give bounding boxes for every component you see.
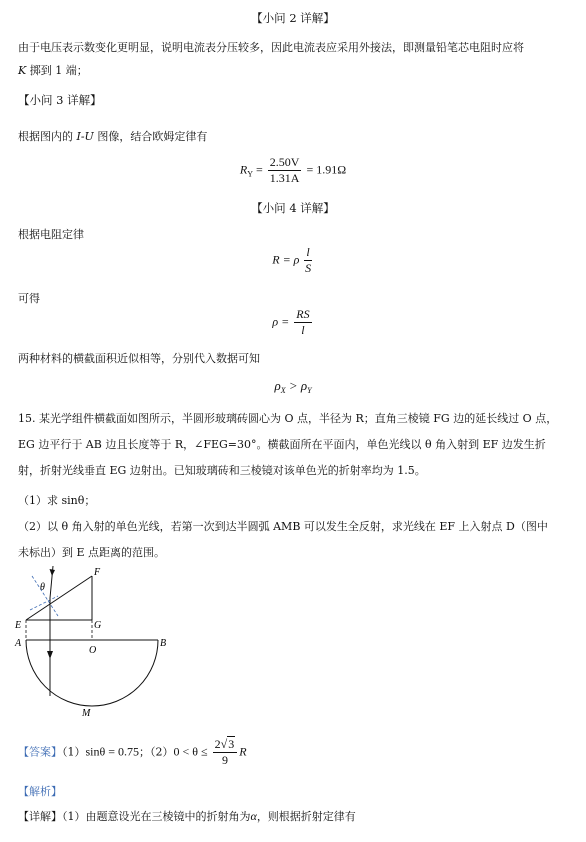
q4-line1: 根据电阻定律 [18,228,84,241]
answer-line: 【答案】（1）sinθ = 0.75；（2）0 < θ ≤ $\frac{2√3}{9}$ R [18,737,247,767]
formula-compare: $\rho_X > \rho_Y$ [274,378,312,395]
switch-k: K [18,64,27,77]
label-e: E [15,620,22,631]
ray-arrow-top-icon [50,569,56,576]
p15-line3: 射，折射光线垂直 EG 边射出。已知玻璃砖和三棱镜对该单色光的折射率均为 1.5。 [18,464,426,477]
q3-header: 【小问 3 详解】 [18,93,102,107]
q4-header: 【小问 4 详解】 [251,201,335,215]
ray-arrow-icon [47,651,53,659]
kede-text: 可得 [18,292,40,305]
q2-line2 [18,62,88,78]
p15-line2: EG 边平行于 AB 边且长度等于 R，∠FEG=30°。横截面所在平面内，单色光线以 θ 角入射到 EF 边发生折 [18,438,546,451]
p15-sub2-line2: 未标出）到 E 点距离的范围。 [18,546,166,559]
p15-line1: 15. 某光学组件横截面如图所示，半圆形玻璃砖圆心为 O 点，半径为 R；直角三棱镜 FG 边的延长线过 O 点， [18,412,558,425]
fraction-rho: $\frac{RS}{l}$ [296,307,310,337]
q2-header: 【小问 2 详解】 [251,11,335,25]
optics-figure [0,562,200,722]
label-g: G [94,620,102,631]
formula-rho: ρ = $\frac{RS}{l}$ [272,307,310,337]
q2-line1: 由于电压表示数变化更明显，说明电流表分压较多，因此电流表应采用外接法，即测量铅笔芯电阻时应将 [18,41,524,54]
q2-line2-rest: 掷到 1 端； [26,64,88,77]
label-o: O [89,645,97,656]
answer-part1: sinθ = 0.75 [85,744,140,759]
analysis-tag: 【解析】 [18,785,62,798]
q3-line1: 根据图内的 I-U 图像，结合欧姆定律有 [18,130,208,143]
label-m: M [82,708,91,719]
label-theta: θ [40,582,45,593]
answer-part2-pre: 0 < θ ≤ [173,744,211,759]
label-b: B [160,638,167,649]
formula-ry: $R_Y$ = $\frac{2.50V}{1.31A}$ = 1.91Ω [239,155,347,185]
p15-sub1: （1）求 sinθ； [18,494,96,507]
answer-fraction: $\frac{2√3}{9}$ [213,738,238,767]
p15-sub2-line1: （2）以 θ 角入射的单色光线，若第一次到达半圆弧 AMB 可以发生全反射，求光线在 EF 上入射点 D（图中 [18,520,548,533]
q4-line3: 两种材料的横截面积近似相等，分别代入数据可知 [18,352,260,365]
formula-r: R = ρ $\frac{l}{S}$ [272,245,312,275]
answer-tag: 【答案】 [18,745,62,759]
label-f: F [94,567,101,578]
iu-label: I-U [76,130,94,143]
fraction-r: $\frac{l}{S}$ [305,245,312,275]
label-a: A [15,638,22,649]
fraction-ry: $\frac{2.50V}{1.31A}$ [269,155,300,185]
detail-line: 【详解】（1）由题意设光在三棱镜中的折射角为α，则根据折射定律有 [18,809,356,823]
normal-line [32,576,58,616]
